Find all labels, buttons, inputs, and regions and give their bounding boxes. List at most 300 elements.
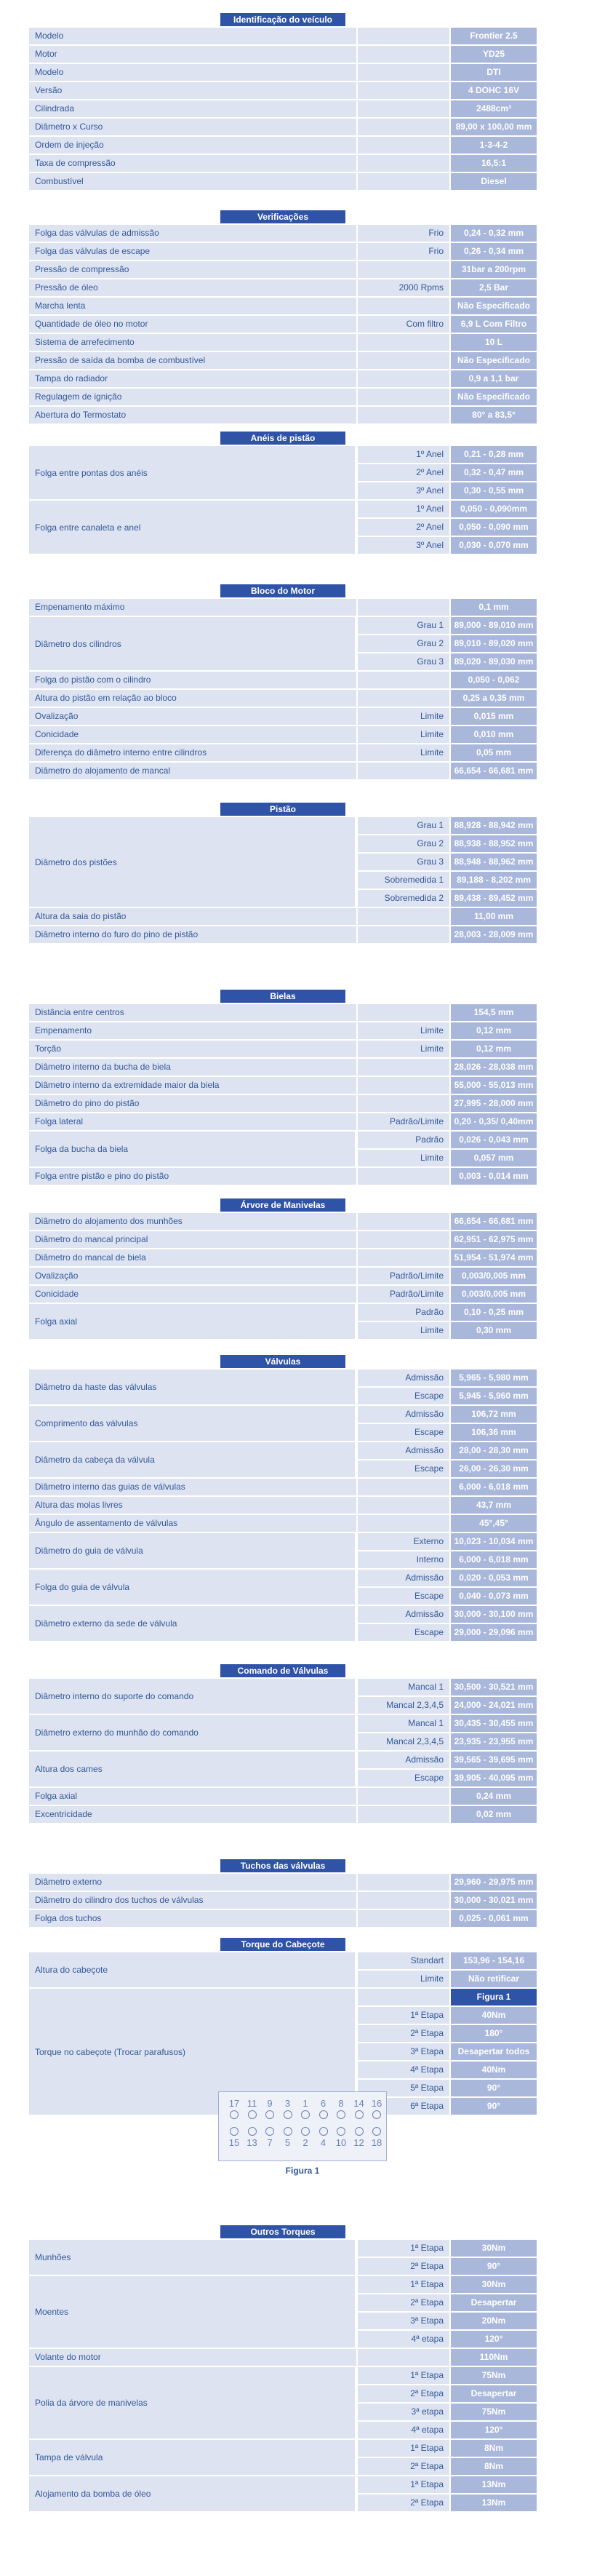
spec-value: 24,000 - 24,021 mm <box>451 1697 537 1714</box>
spec-value: 10,023 - 10,034 mm <box>451 1533 537 1550</box>
spec-value: Desapertar <box>451 2385 537 2402</box>
section-bloco <box>29 584 537 781</box>
head-bolt-18 <box>367 2126 386 2148</box>
spec-condition: Padrão <box>358 1304 449 1321</box>
section-title: Outros Torques <box>220 2225 345 2238</box>
spec-condition <box>358 407 449 424</box>
spec-value: Não Especificado <box>451 389 537 405</box>
spec-group-values <box>356 617 537 670</box>
bolt-number: 17 <box>228 2098 240 2109</box>
spec-label: Altura da saia do pistão <box>29 908 356 925</box>
spec-group <box>29 1370 537 1404</box>
spec-condition: Limite <box>358 1971 449 1987</box>
spec-group-values <box>356 446 537 499</box>
spec-value: 89,020 - 89,030 mm <box>451 653 537 670</box>
bolt-number: 6 <box>320 2098 326 2109</box>
spec-group <box>29 1132 537 1166</box>
spec-row <box>29 389 537 405</box>
spec-condition: Escape <box>358 1770 449 1786</box>
spec-value: 28,00 - 28,30 mm <box>451 1442 537 1459</box>
spec-row <box>29 1497 537 1514</box>
spec-value: 180° <box>451 2025 537 2042</box>
spec-condition: Escape <box>358 1460 449 1477</box>
spec-row <box>29 28 537 44</box>
spec-condition: Frio <box>358 243 449 260</box>
spec-group <box>29 817 537 907</box>
bolt-hole-icon <box>284 2110 292 2119</box>
spec-condition <box>358 64 449 81</box>
spec-label: Folga do guia de válvula <box>29 1570 355 1605</box>
spec-label: Tampa do radiador <box>29 370 356 387</box>
spec-condition: 5ª Etapa <box>358 2080 449 2096</box>
section-rows <box>29 1679 537 1823</box>
spec-value: 0,050 - 0,090mm <box>451 501 537 517</box>
spec-sub-row <box>356 1971 537 1987</box>
bolt-number: 12 <box>353 2137 364 2148</box>
spec-condition <box>358 155 449 172</box>
spec-sub-row <box>356 2007 537 2024</box>
spec-value: 0,24 mm <box>451 1788 537 1805</box>
spec-row <box>29 1213 537 1230</box>
spec-value: 6,000 - 6,018 mm <box>451 1479 537 1495</box>
spec-condition: Admissão <box>358 1442 449 1459</box>
section-rows <box>29 1213 537 1339</box>
spec-condition <box>358 1892 449 1909</box>
spec-label: Diâmetro da cabeça da válvula <box>29 1442 355 1477</box>
spec-sub-row <box>356 482 537 499</box>
section-rows <box>29 446 537 554</box>
spec-label: Tampa de válvula <box>29 2440 355 2475</box>
spec-sub-row <box>356 1679 537 1696</box>
spec-condition <box>358 298 449 314</box>
spec-sub-row <box>356 1304 537 1321</box>
spec-value: 30,435 - 30,455 mm <box>451 1715 537 1732</box>
spec-label: Folga entre pontas dos anéis <box>29 446 355 499</box>
bolt-hole-icon <box>265 2110 274 2119</box>
bolt-hole-icon <box>355 2110 364 2119</box>
spec-row <box>29 1268 537 1284</box>
spec-sub-row <box>356 446 537 463</box>
spec-group <box>29 1570 537 1605</box>
spec-label: Diâmetro externo <box>29 1874 356 1891</box>
spec-row <box>29 225 537 242</box>
spec-value: 28,026 - 28,038 mm <box>451 1059 537 1076</box>
section-torque <box>29 1938 537 2116</box>
spec-condition: 3ª Etapa <box>358 2043 449 2060</box>
spec-condition <box>358 1874 449 1891</box>
spec-value: 2488cm³ <box>451 100 537 117</box>
spec-value: Desapertar todos <box>451 2043 537 2060</box>
spec-label: Excentricidade <box>29 1806 356 1823</box>
spec-value: 16,5:1 <box>451 155 537 172</box>
spec-label: Empenamento <box>29 1022 356 1039</box>
spec-value: 45°,45° <box>451 1515 537 1532</box>
spec-condition <box>358 261 449 278</box>
head-bolt-13 <box>243 2126 262 2148</box>
spec-condition: 1ª Etapa <box>358 2240 449 2257</box>
head-bolt-10 <box>332 2126 350 2148</box>
spec-value: 8Nm <box>451 2440 537 2457</box>
spec-sub-row <box>356 2258 537 2275</box>
spec-label: Folga axial <box>29 1788 356 1805</box>
spec-sub-row <box>356 1770 537 1786</box>
spec-value: 89,188 - 8,202 mm <box>451 872 537 889</box>
spec-condition: 1ª Etapa <box>358 2440 449 2457</box>
spec-label: Altura do cabeçote <box>29 1952 355 1987</box>
spec-row <box>29 1910 537 1927</box>
spec-condition <box>358 100 449 117</box>
spec-label: Pressão de saída da bomba de combustível <box>29 352 356 369</box>
spec-value: 2,5 Bar <box>451 279 537 296</box>
spec-label: Diâmetro interno das guias de válvulas <box>29 1479 356 1495</box>
spec-sub-row <box>356 1370 537 1386</box>
bolt-hole-icon <box>337 2110 345 2119</box>
spec-label: Taxa de compressão <box>29 155 356 172</box>
spec-label: Diâmetro do guia de válvula <box>29 1533 355 1568</box>
spec-label: Diâmetro do alojamento dos munhões <box>29 1213 356 1230</box>
spec-sub-row <box>356 1388 537 1404</box>
spec-value: 0,25 a 0,35 mm <box>451 690 537 707</box>
spec-sub-row <box>356 2494 537 2511</box>
spec-sub-row <box>356 2276 537 2293</box>
section-rows <box>29 2240 537 2511</box>
spec-sub-row <box>356 1424 537 1441</box>
spec-sub-row <box>356 519 537 536</box>
spec-value: 89,000 - 89,010 mm <box>451 617 537 634</box>
spec-condition <box>358 1479 449 1495</box>
spec-condition <box>358 599 449 616</box>
spec-condition <box>358 926 449 943</box>
spec-sub-row <box>356 2458 537 2475</box>
spec-row <box>29 137 537 154</box>
spec-row <box>29 1231 537 1248</box>
spec-condition: Interno <box>358 1551 449 1568</box>
spec-group <box>29 1715 537 1750</box>
spec-value: 66,654 - 66,681 mm <box>451 763 537 779</box>
spec-label: Diâmetro do mancal de biela <box>29 1249 356 1266</box>
spec-row <box>29 1022 537 1039</box>
section-arvore <box>29 1198 537 1340</box>
spec-condition: Grau 3 <box>358 653 449 670</box>
spec-label: Distância entre centros <box>29 1004 356 1021</box>
spec-condition: Padrão/Limite <box>358 1268 449 1284</box>
spec-sub-row <box>356 835 537 852</box>
spec-group <box>29 1304 537 1339</box>
section-ident <box>29 13 537 191</box>
spec-value: 0,02 mm <box>451 1806 537 1823</box>
spec-group <box>29 1952 537 1987</box>
spec-value: 26,00 - 26,30 mm <box>451 1460 537 1477</box>
spec-condition: Grau 1 <box>358 817 449 834</box>
bolt-hole-icon <box>372 2110 381 2119</box>
spec-value: 0,10 - 0,25 mm <box>451 1304 537 1321</box>
spec-condition: Limite <box>358 1322 449 1339</box>
spec-condition: Admissão <box>358 1570 449 1586</box>
spec-row <box>29 1041 537 1057</box>
spec-value: 106,72 mm <box>451 1406 537 1423</box>
spec-value: 0,010 mm <box>451 726 537 743</box>
spec-condition <box>358 119 449 135</box>
section-verif <box>29 210 537 425</box>
spec-condition: 2º Anel <box>358 519 449 536</box>
spec-condition: Limite <box>358 1022 449 1039</box>
spec-condition: 3º Anel <box>358 537 449 554</box>
spec-condition: 1ª Etapa <box>358 2007 449 2024</box>
bolt-number: 8 <box>338 2098 344 2109</box>
spec-value: 27,995 - 28,000 mm <box>451 1095 537 1112</box>
spec-label: Ângulo de assentamento de válvulas <box>29 1515 356 1532</box>
spec-label: Diâmetro externo da sede de válvula <box>29 1606 355 1641</box>
spec-row <box>29 690 537 707</box>
spec-value: 4 DOHC 16V <box>451 82 537 99</box>
spec-condition <box>358 173 449 190</box>
head-bolt-8 <box>332 2098 350 2120</box>
spec-sub-row <box>356 1150 537 1166</box>
spec-value: 43,7 mm <box>451 1497 537 1514</box>
spec-condition: Com filtro <box>358 316 449 333</box>
spec-label: Diâmetro interno da bucha de biela <box>29 1059 356 1076</box>
spec-row <box>29 744 537 761</box>
spec-sub-row <box>356 1697 537 1714</box>
spec-condition: Escape <box>358 1588 449 1605</box>
spec-condition <box>358 672 449 688</box>
spec-value: 89,010 - 89,020 mm <box>451 635 537 652</box>
spec-label: Folga das válvulas de admissão <box>29 225 356 242</box>
spec-label: Ovalização <box>29 1268 356 1284</box>
spec-condition <box>358 690 449 707</box>
spec-group <box>29 2440 537 2475</box>
spec-condition: 2º Anel <box>358 464 449 481</box>
spec-row <box>29 119 537 135</box>
spec-condition: 2ª Etapa <box>358 2385 449 2402</box>
spec-group-values <box>356 1304 537 1339</box>
spec-row <box>29 1249 537 1266</box>
spec-condition <box>358 1095 449 1112</box>
head-bolt-7 <box>260 2126 279 2148</box>
spec-label: Empenamento máximo <box>29 599 356 616</box>
spec-value: 20Nm <box>451 2313 537 2329</box>
bolt-hole-icon <box>355 2127 364 2136</box>
spec-group <box>29 1406 537 1441</box>
spec-sub-row <box>356 1606 537 1623</box>
section-tuchos <box>29 1859 537 1928</box>
spec-value: 30Nm <box>451 2276 537 2293</box>
section-title: Tuchos das válvulas <box>220 1859 345 1872</box>
spec-condition: 2ª Etapa <box>358 2258 449 2275</box>
spec-value: 30Nm <box>451 2240 537 2257</box>
spec-row <box>29 243 537 260</box>
spec-value: 106,36 mm <box>451 1424 537 1441</box>
spec-value: 31bar a 200rpm <box>451 261 537 278</box>
spec-condition: 4ª etapa <box>358 2422 449 2438</box>
bolt-hole-icon <box>372 2127 381 2136</box>
spec-condition: Escape <box>358 1624 449 1641</box>
spec-row <box>29 1095 537 1112</box>
spec-label: Folga entre pistão e pino do pistão <box>29 1168 356 1185</box>
spec-label: Diâmetro do pino do pistão <box>29 1095 356 1112</box>
spec-condition <box>358 1910 449 1927</box>
spec-sub-row <box>356 2367 537 2384</box>
head-bolt-4 <box>314 2126 333 2148</box>
head-bolt-6 <box>314 2098 333 2120</box>
spec-group <box>29 446 537 499</box>
spec-label: Modelo <box>29 28 356 44</box>
section-title: Árvore de Manivelas <box>220 1198 345 1212</box>
spec-value: 75Nm <box>451 2404 537 2420</box>
spec-condition <box>358 1168 449 1185</box>
spec-value: 0,05 mm <box>451 744 537 761</box>
spec-condition <box>358 352 449 369</box>
spec-value: Figura 1 <box>451 1989 537 2005</box>
spec-sub-row <box>356 2062 537 2078</box>
spec-value: 28,003 - 28,009 mm <box>451 926 537 943</box>
spec-condition: Grau 1 <box>358 617 449 634</box>
spec-sub-row <box>356 2422 537 2438</box>
spec-condition: 1ª Etapa <box>358 2476 449 2493</box>
head-bolt-3 <box>279 2098 297 2120</box>
spec-condition: 1ª Etapa <box>358 2276 449 2293</box>
head-bolt-14 <box>350 2098 369 2120</box>
spec-value: Frontier 2.5 <box>451 28 537 44</box>
spec-label: Folga dos tuchos <box>29 1910 356 1927</box>
spec-condition: Admissão <box>358 1406 449 1423</box>
head-bolt-diagram <box>218 2091 387 2161</box>
spec-sub-row <box>356 635 537 652</box>
spec-row <box>29 2349 537 2366</box>
spec-condition: 2ª Etapa <box>358 2494 449 2511</box>
spec-group <box>29 1533 537 1568</box>
spec-condition <box>358 1806 449 1823</box>
spec-value: 29,000 - 29,096 mm <box>451 1624 537 1641</box>
spec-sub-row <box>356 1989 537 2005</box>
spec-condition: 2ª Etapa <box>358 2458 449 2475</box>
bolt-hole-icon <box>248 2110 257 2119</box>
spec-condition: Admissão <box>358 1606 449 1623</box>
spec-sub-row <box>356 1952 537 1969</box>
spec-sub-row <box>356 1570 537 1586</box>
spec-value: 6,9 L Com Filtro <box>451 316 537 333</box>
spec-condition <box>358 1497 449 1514</box>
spec-group <box>29 2367 537 2438</box>
spec-value: 90° <box>451 2258 537 2275</box>
spec-row <box>29 100 537 117</box>
head-bolt-15 <box>225 2126 244 2148</box>
spec-value: 8Nm <box>451 2458 537 2475</box>
spec-label: Marcha lenta <box>29 298 356 314</box>
spec-value: 0,12 mm <box>451 1041 537 1057</box>
spec-condition: 2000 Rpms <box>358 279 449 296</box>
section-title: Bielas <box>220 990 345 1003</box>
spec-label: Diâmetro do mancal principal <box>29 1231 356 1248</box>
spec-condition: Grau 2 <box>358 835 449 852</box>
section-title: Comando de Válvulas <box>220 1664 345 1677</box>
spec-condition <box>358 137 449 154</box>
bolt-hole-icon <box>301 2127 310 2136</box>
spec-condition: 2ª Etapa <box>358 2025 449 2042</box>
spec-condition <box>358 28 449 44</box>
spec-sub-row <box>356 2476 537 2493</box>
spec-group-values <box>356 1752 537 1786</box>
spec-condition: Limite <box>358 726 449 743</box>
spec-condition <box>358 1249 449 1266</box>
spec-condition: 3ª Etapa <box>358 2313 449 2329</box>
spec-value: 0,003 - 0,014 mm <box>451 1168 537 1185</box>
spec-condition: Padrão <box>358 1132 449 1148</box>
spec-row <box>29 370 537 387</box>
spec-group-values <box>356 2367 537 2438</box>
spec-condition: Escape <box>358 1424 449 1441</box>
spec-row <box>29 1874 537 1891</box>
spec-row <box>29 926 537 943</box>
spec-value: 88,938 - 88,952 mm <box>451 835 537 852</box>
section-rows <box>29 817 537 943</box>
spec-label: Torção <box>29 1041 356 1057</box>
spec-label: Altura do pistão em relação ao bloco <box>29 690 356 707</box>
spec-value: 39,565 - 39,695 mm <box>451 1752 537 1768</box>
spec-value: 6,000 - 6,018 mm <box>451 1551 537 1568</box>
spec-label: Pressão de óleo <box>29 279 356 296</box>
head-bolt-figure <box>218 2091 387 2176</box>
spec-sub-row <box>356 2404 537 2420</box>
head-bolt-17 <box>225 2098 244 2120</box>
spec-row <box>29 279 537 296</box>
head-bolt-11 <box>243 2098 262 2120</box>
spec-condition <box>358 1989 449 2005</box>
spec-row <box>29 155 537 172</box>
spec-label: Sistema de arrefecimento <box>29 334 356 351</box>
spec-condition <box>358 46 449 63</box>
spec-sub-row <box>356 2025 537 2042</box>
spec-value: 0,003/0,005 mm <box>451 1286 537 1303</box>
spec-row <box>29 1892 537 1909</box>
spec-row <box>29 599 537 616</box>
spec-sub-row <box>356 501 537 517</box>
section-rows <box>29 1874 537 1927</box>
spec-value: 88,948 - 88,962 mm <box>451 854 537 870</box>
spec-group-values <box>356 501 537 554</box>
section-bielas <box>29 990 537 1186</box>
section-title: Identificação do veículo <box>220 13 345 26</box>
bolt-number: 4 <box>320 2137 326 2148</box>
spec-condition: 1º Anel <box>358 446 449 463</box>
spec-condition <box>358 1213 449 1230</box>
spec-sub-row <box>356 1406 537 1423</box>
spec-sub-row <box>356 1715 537 1732</box>
spec-value: 89,00 x 100,00 mm <box>451 119 537 135</box>
head-bolt-5 <box>279 2126 297 2148</box>
spec-row <box>29 298 537 314</box>
spec-sub-row <box>356 2294 537 2311</box>
spec-value: DTI <box>451 64 537 81</box>
section-outros <box>29 2225 537 2513</box>
spec-sub-row <box>356 1551 537 1568</box>
spec-value: 0,050 - 0,090 mm <box>451 519 537 536</box>
spec-condition: 3ª etapa <box>358 2404 449 2420</box>
spec-condition: Mancal 1 <box>358 1715 449 1732</box>
spec-label: Polia da árvore de manivelas <box>29 2367 355 2438</box>
spec-value: 154,5 mm <box>451 1004 537 1021</box>
spec-row <box>29 352 537 369</box>
spec-label: Diâmetro externo do munhão do comando <box>29 1715 355 1750</box>
spec-label: Comprimento das válvulas <box>29 1406 355 1441</box>
head-bolt-16 <box>367 2098 386 2120</box>
spec-row <box>29 407 537 424</box>
bolt-number: 3 <box>284 2098 291 2109</box>
bolt-number: 14 <box>353 2098 364 2109</box>
spec-row <box>29 1479 537 1495</box>
spec-value: YD25 <box>451 46 537 63</box>
spec-group-values <box>356 2276 537 2348</box>
